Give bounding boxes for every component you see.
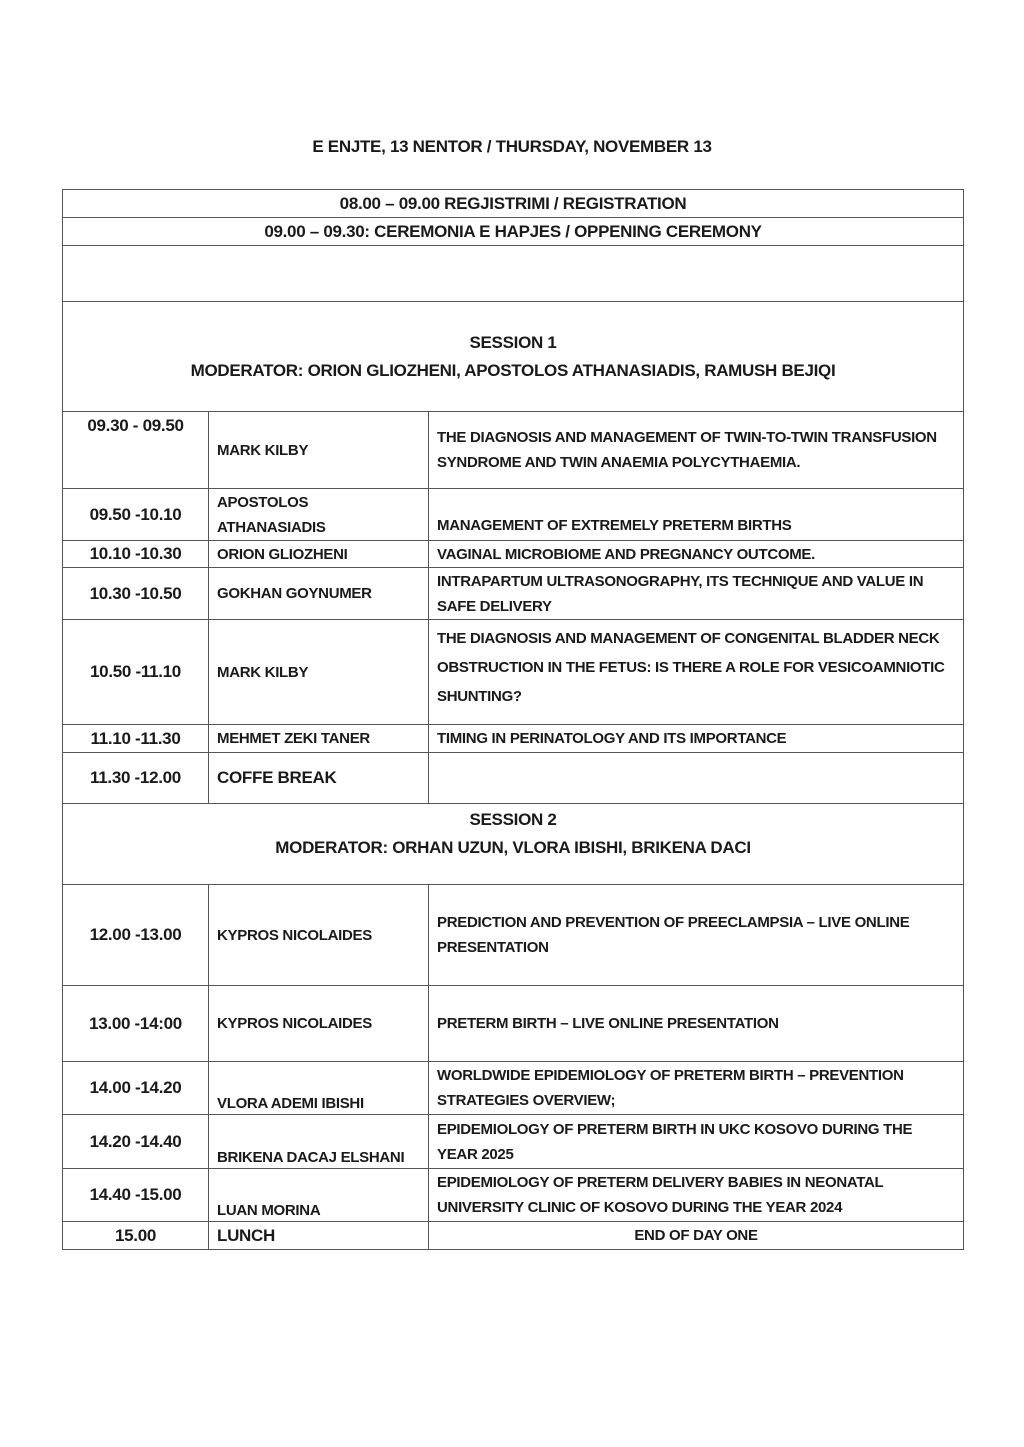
speaker-cell: KYPROS NICOLAIDES — [209, 986, 429, 1062]
registration-row — [63, 190, 964, 218]
table-row — [63, 1062, 964, 1115]
opening-ceremony-cell: 09.00 – 09.30: CEREMONIA E HAPJES / OPPENING CEREMONY — [63, 218, 964, 246]
time-cell: 10.50 -11.10 — [63, 620, 209, 725]
time-cell: 09.50 -10.10 — [63, 489, 209, 541]
session-1-title: SESSION 1 — [469, 332, 557, 352]
time-cell: 12.00 -13.00 — [63, 885, 209, 986]
empty-cell — [63, 246, 964, 302]
time-cell: 09.30 - 09.50 — [63, 412, 209, 489]
talk-cell: INTRAPARTUM ULTRASONOGRAPHY, ITS TECHNIQUE AND VALUE IN SAFE DELIVERY — [429, 568, 964, 620]
opening-ceremony-row — [63, 218, 964, 246]
time-cell: 13.00 -14:00 — [63, 986, 209, 1062]
time-cell: 14.20 -14.40 — [63, 1115, 209, 1169]
talk-cell: EPIDEMIOLOGY OF PRETERM DELIVERY BABIES IN NEONATAL UNIVERSITY CLINIC OF KOSOVO DURING THE YEAR 2024 — [429, 1169, 964, 1222]
speaker-cell: BRIKENA DACAJ ELSHANI — [209, 1115, 429, 1169]
table-row — [63, 489, 964, 541]
table-row — [63, 1169, 964, 1222]
time-cell: 14.40 -15.00 — [63, 1169, 209, 1222]
table-row — [63, 541, 964, 568]
talk-cell: VAGINAL MICROBIOME AND PREGNANCY OUTCOME. — [429, 541, 964, 568]
speaker-cell: VLORA ADEMI IBISHI — [209, 1062, 429, 1115]
page-title: E ENJTE, 13 NENTOR / THURSDAY, NOVEMBER 13 — [312, 137, 712, 156]
coffee-break-row — [63, 753, 964, 804]
talk-cell: MANAGEMENT OF EXTREMELY PRETERM BIRTHS — [429, 489, 964, 541]
talk-cell: TIMING IN PERINATOLOGY AND ITS IMPORTANCE — [429, 725, 964, 753]
speaker-cell: ORION GLIOZHENI — [209, 541, 429, 568]
time-cell: 10.10 -10.30 — [63, 541, 209, 568]
empty-row — [63, 246, 964, 302]
time-cell: 15.00 — [63, 1222, 209, 1250]
table-row — [63, 620, 964, 725]
time-cell: 11.30 -12.00 — [63, 753, 209, 804]
talk-cell: THE DIAGNOSIS AND MANAGEMENT OF CONGENITAL BLADDER NECK OBSTRUCTION IN THE FETUS: IS THERE A ROLE FOR VESICOAMNIOTIC SHUNTING? — [429, 620, 964, 725]
speaker-cell: LUAN MORINA — [209, 1169, 429, 1222]
lunch-row — [63, 1222, 964, 1250]
talk-cell: WORLDWIDE EPIDEMIOLOGY OF PRETERM BIRTH – PREVENTION STRATEGIES OVERVIEW; — [429, 1062, 964, 1115]
session-2-title: SESSION 2 — [469, 810, 557, 829]
coffee-break-label: COFFE BREAK — [209, 753, 429, 804]
session-2-header-row — [63, 804, 964, 885]
speaker-cell: GOKHAN GOYNUMER — [209, 568, 429, 620]
registration-cell: 08.00 – 09.00 REGJISTRIMI / REGISTRATION — [63, 190, 964, 218]
agenda-table — [62, 189, 964, 1250]
speaker-cell: APOSTOLOS ATHANASIADIS — [209, 489, 429, 541]
speaker-cell: MEHMET ZEKI TANER — [209, 725, 429, 753]
table-row — [63, 1115, 964, 1169]
talk-cell — [429, 753, 964, 804]
time-cell: 11.10 -11.30 — [63, 725, 209, 753]
talk-cell: PREDICTION AND PREVENTION OF PREECLAMPSIA – LIVE ONLINE PRESENTATION — [429, 885, 964, 986]
session-1-header — [63, 302, 964, 412]
session-1-moderator: MODERATOR: ORION GLIOZHENI, APOSTOLOS ATHANASIADIS, RAMUSH BEJIQI — [190, 360, 836, 380]
speaker-cell: MARK KILBY — [209, 412, 429, 489]
table-row — [63, 725, 964, 753]
session-2-moderator: MODERATOR: ORHAN UZUN, VLORA IBISHI, BRIKENA DACI — [275, 838, 751, 857]
speaker-cell: MARK KILBY — [209, 620, 429, 725]
time-cell: 14.00 -14.20 — [63, 1062, 209, 1115]
table-row — [63, 885, 964, 986]
speaker-cell: KYPROS NICOLAIDES — [209, 885, 429, 986]
table-row — [63, 568, 964, 620]
session-1-header-row — [63, 302, 964, 412]
session-2-header — [63, 804, 964, 885]
lunch-label: LUNCH — [209, 1222, 429, 1250]
table-row — [63, 986, 964, 1062]
talk-cell: THE DIAGNOSIS AND MANAGEMENT OF TWIN-TO-TWIN TRANSFUSION SYNDROME AND TWIN ANAEMIA POLYCYTHAEMIA. — [429, 412, 964, 489]
talk-cell: EPIDEMIOLOGY OF PRETERM BIRTH IN UKC KOSOVO DURING THE YEAR 2025 — [429, 1115, 964, 1169]
table-row — [63, 412, 964, 489]
time-cell: 10.30 -10.50 — [63, 568, 209, 620]
end-of-day-label: END OF DAY ONE — [429, 1222, 964, 1250]
talk-cell: PRETERM BIRTH – LIVE ONLINE PRESENTATION — [429, 986, 964, 1062]
